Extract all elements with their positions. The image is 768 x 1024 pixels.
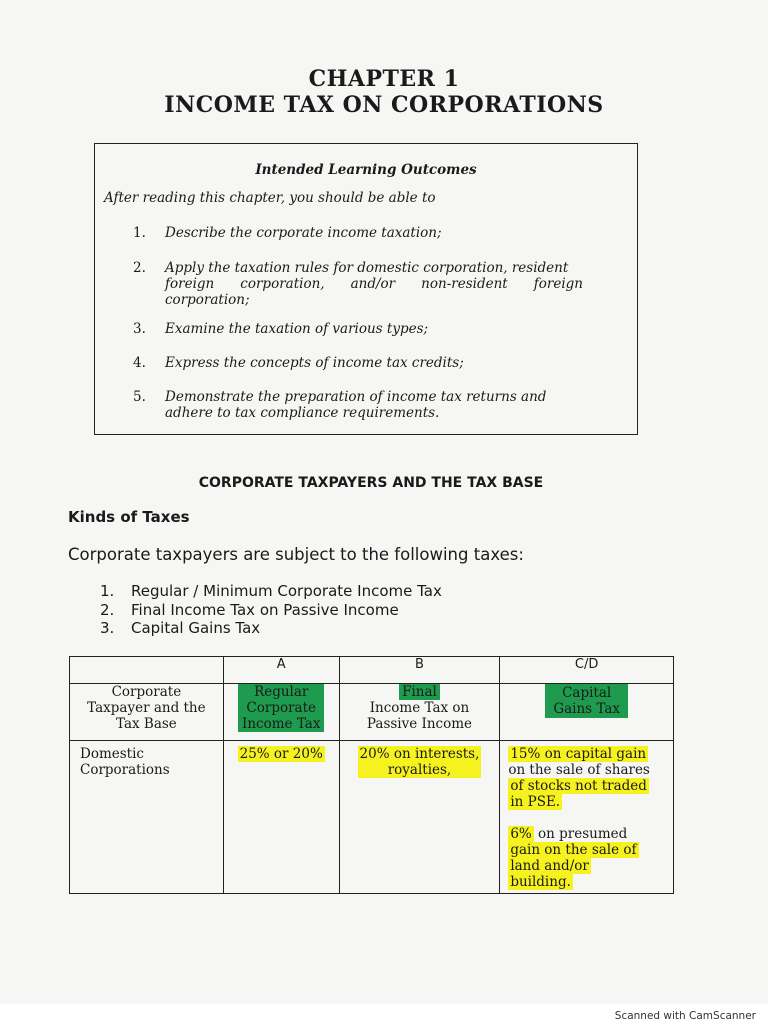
cell-line: Tax Base <box>116 716 177 732</box>
outcome-number: 2. <box>133 260 146 276</box>
cell-line: royalties, <box>387 762 452 778</box>
table-header-cell: B <box>339 657 500 684</box>
list-text: Final Income Tax on Passive Income <box>131 600 399 619</box>
scanner-watermark: Scanned with CamScanner <box>614 1010 756 1022</box>
green-highlight <box>545 684 628 718</box>
cell-line <box>508 746 663 762</box>
learning-outcomes-intro: After reading this chapter, you should be able to <box>104 190 436 206</box>
cell-line <box>508 874 663 890</box>
cell-line: Gains Tax <box>553 701 620 717</box>
cell-line <box>508 794 663 810</box>
table-row <box>70 741 674 894</box>
table-row <box>70 684 674 741</box>
yellow-highlight: building. <box>510 874 571 890</box>
section-title: CORPORATE TAXPAYERS AND THE TAX BASE <box>198 475 544 491</box>
table-cell <box>223 684 339 741</box>
table-header-cell: C/D <box>500 657 674 684</box>
table-header-cell <box>70 657 224 684</box>
cell-line: Regular <box>254 684 309 700</box>
cell-line: 20% on interests, <box>359 746 480 762</box>
cell-line: on the sale of shares <box>508 762 650 778</box>
list-number: 1. <box>100 582 115 600</box>
tax-table <box>69 656 674 894</box>
yellow-highlight: 25% or 20% <box>239 746 323 762</box>
outcome-number: 1. <box>133 225 146 241</box>
outcome-number: 3. <box>133 321 146 337</box>
table-cell <box>70 684 224 741</box>
cell-text: on presumed <box>533 826 628 842</box>
table-cell <box>339 684 500 741</box>
chapter-number: CHAPTER 1 <box>308 66 460 92</box>
subsection-heading: Kinds of Taxes <box>68 508 190 526</box>
capital-gain-paragraph <box>508 746 663 810</box>
list-text: Capital Gains Tax <box>131 619 261 637</box>
cell-line: Corporate <box>111 684 182 700</box>
list-text: Regular / Minimum Corporate Income Tax <box>131 582 442 600</box>
table-header-row <box>70 657 674 684</box>
cell-line <box>508 842 663 858</box>
yellow-highlight: 15% on capital gain <box>510 746 647 762</box>
cell-line <box>340 684 500 700</box>
outcome-text-line: Demonstrate the preparation of income tax returns and <box>165 389 547 405</box>
outcome-number: 5. <box>133 389 146 405</box>
list-number: 2. <box>100 600 115 619</box>
cell-line: Capital <box>562 685 612 701</box>
yellow-highlight: of stocks not traded <box>510 778 647 794</box>
chapter-title: INCOME TAX ON CORPORATIONS <box>164 92 604 118</box>
table-header-cell: A <box>223 657 339 684</box>
cell-line <box>508 858 663 874</box>
outcome-text-line: adhere to tax compliance requirements. <box>165 405 440 421</box>
intro-paragraph: Corporate taxpayers are subject to the following taxes: <box>68 545 524 564</box>
yellow-highlight: 6% <box>510 826 532 842</box>
outcome-number: 4. <box>133 355 146 371</box>
cell-line: Income Tax on <box>369 700 470 716</box>
outcome-text: Examine the taxation of various types; <box>165 321 429 337</box>
yellow-highlight: in PSE. <box>510 794 561 810</box>
table-cell <box>500 741 674 894</box>
yellow-highlight <box>358 746 482 778</box>
cell-line: Corporate <box>246 700 317 716</box>
yellow-highlight: land and/or <box>510 858 589 874</box>
cell-line: Corporations <box>80 762 170 778</box>
green-highlight: Final <box>399 684 440 700</box>
cell-line: Passive Income <box>366 716 473 732</box>
green-highlight <box>238 684 324 732</box>
yellow-highlight: gain on the sale of <box>510 842 637 858</box>
learning-outcomes-heading: Intended Learning Outcomes <box>255 162 477 178</box>
cell-line: Domestic <box>80 746 144 762</box>
table-cell <box>339 741 500 894</box>
outcome-text-line: corporation; <box>165 292 250 308</box>
cell-line <box>508 826 663 842</box>
outcome-text-line: foreign corporation, and/or non-resident foreign <box>165 276 583 292</box>
learning-outcomes-box <box>94 143 638 435</box>
cell-line: Taxpayer and the <box>87 700 206 716</box>
cell-line <box>508 778 663 794</box>
outcome-text: Express the concepts of income tax credits; <box>165 355 464 371</box>
table-cell <box>70 741 224 894</box>
presumed-gain-paragraph <box>508 826 663 890</box>
outcome-text-line: Apply the taxation rules for domestic corporation, resident <box>165 260 569 276</box>
list-number: 3. <box>100 619 115 637</box>
outcome-text: Describe the corporate income taxation; <box>165 225 442 241</box>
table-cell <box>223 741 339 894</box>
cell-line: Income Tax <box>242 716 321 732</box>
table-cell <box>500 684 674 741</box>
